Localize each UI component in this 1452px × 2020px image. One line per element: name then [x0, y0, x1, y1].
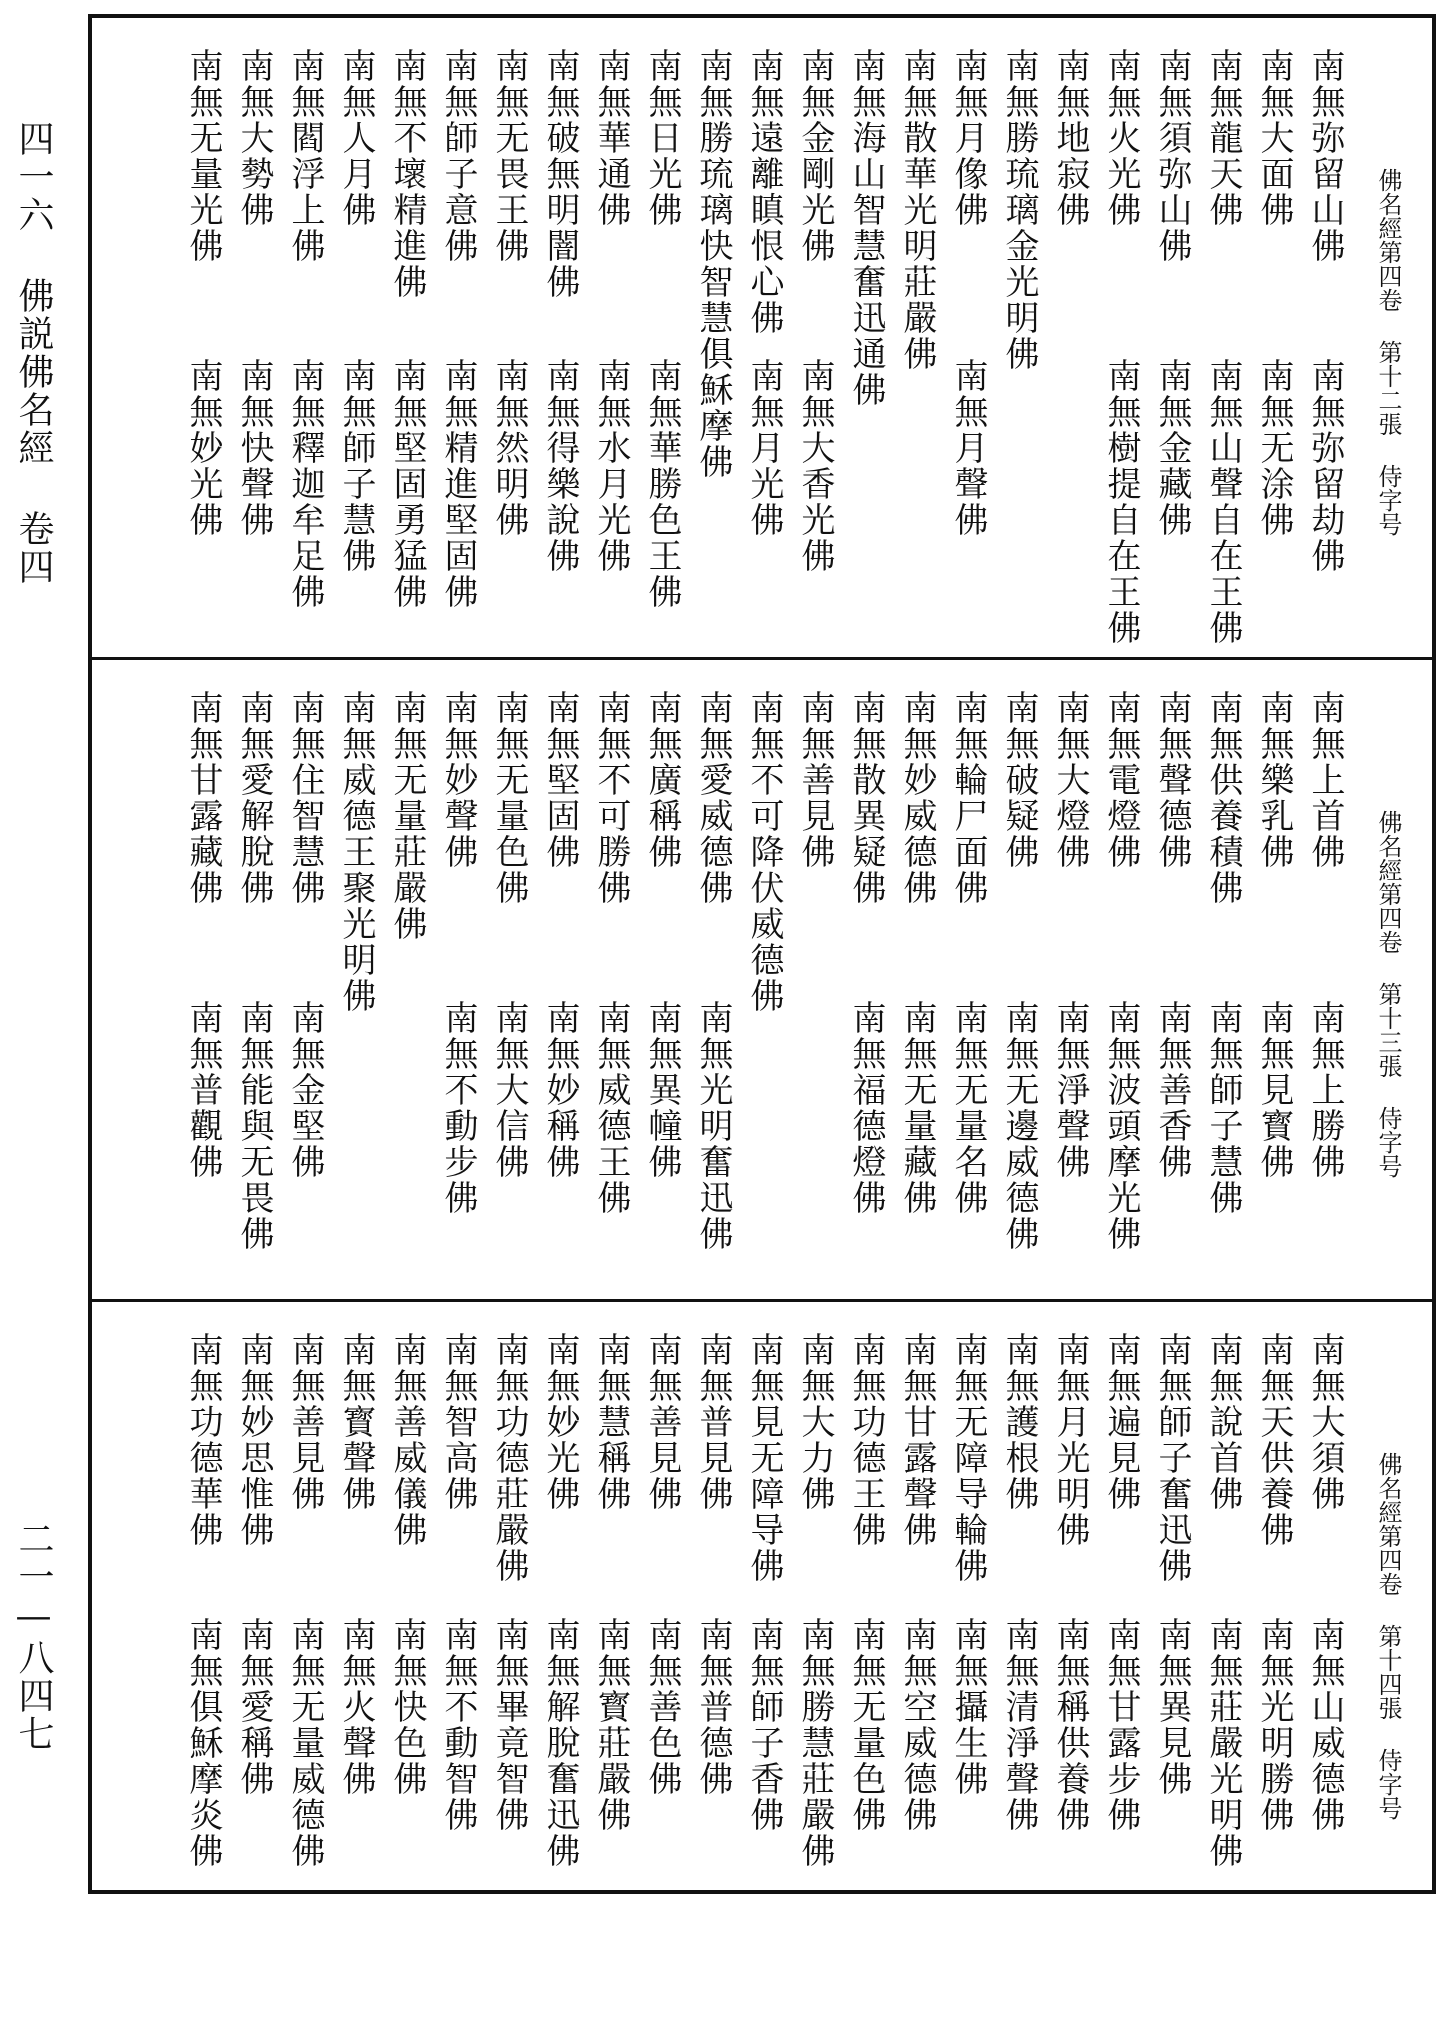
buddha-name-upper: 南無慧稱佛 [591, 1332, 631, 1512]
buddha-name-upper: 南無无障导輪佛 [948, 1332, 988, 1584]
text-column [687, 690, 738, 1260]
text-column [738, 690, 789, 1260]
page-left-number: 二一—八四七 [13, 1520, 54, 1753]
buddha-name-lower: 南無无邊威德佛 [999, 1000, 1039, 1252]
buddha-name-lower: 南無快色佛 [387, 1617, 427, 1797]
buddha-name-upper: 南無樂乳佛 [1254, 690, 1294, 870]
buddha-name-upper: 南無破疑佛 [999, 690, 1039, 870]
buddha-name-lower: 南無得樂說佛 [540, 358, 580, 574]
text-column [279, 690, 330, 1260]
text-column [585, 690, 636, 1260]
buddha-name-upper: 南無人月佛 [336, 48, 376, 228]
text-column [840, 1332, 891, 1872]
buddha-name-lower: 南無堅固勇猛佛 [387, 358, 427, 610]
buddha-name-upper: 南無弥留山佛 [1305, 48, 1345, 264]
buddha-name-upper: 南無師子奮迅佛 [1152, 1332, 1192, 1584]
text-column [891, 690, 942, 1260]
buddha-name-upper: 南無甘露藏佛 [183, 690, 223, 906]
text-column [177, 1332, 228, 1872]
buddha-name-lower: 南無大香光佛 [795, 358, 835, 574]
buddha-name-upper: 南無勝琉璃金光明佛 [999, 48, 1039, 372]
text-column [432, 48, 483, 618]
buddha-name-lower: 南無見寳佛 [1254, 1000, 1294, 1180]
buddha-name-lower: 南無水月光佛 [591, 358, 631, 574]
buddha-name-lower: 南無弥留劫佛 [1305, 358, 1345, 574]
buddha-name-upper: 南無堅固佛 [540, 690, 580, 870]
text-column [1197, 690, 1248, 1260]
buddha-name-upper: 南無閻浮上佛 [285, 48, 325, 264]
buddha-name-lower: 南無師子慧佛 [1203, 1000, 1243, 1216]
text-column [1248, 690, 1299, 1260]
buddha-name-upper: 南無功德莊嚴佛 [489, 1332, 529, 1584]
text-column [636, 1332, 687, 1872]
buddha-name-lower: 南無善色佛 [642, 1617, 682, 1797]
buddha-name-upper: 南無說首佛 [1203, 1332, 1243, 1512]
buddha-name-lower: 南無解脫奮迅佛 [540, 1617, 580, 1869]
buddha-name-upper: 南無見无障导佛 [744, 1332, 784, 1584]
buddha-name-upper: 南無善見佛 [285, 1332, 325, 1512]
buddha-name-upper: 南無无畏王佛 [489, 48, 529, 264]
buddha-name-upper: 南無大須佛 [1305, 1332, 1345, 1512]
column-group [177, 690, 1350, 1260]
buddha-name-lower: 南無異幢佛 [642, 1000, 682, 1180]
text-column [1095, 48, 1146, 646]
register-2 [92, 660, 1432, 1302]
register-header: 佛名經第四卷 第十二張 侍字号 [1374, 168, 1402, 536]
text-column [1299, 48, 1350, 618]
buddha-name-lower: 南無上勝佛 [1305, 1000, 1345, 1180]
buddha-name-upper: 南無大力佛 [795, 1332, 835, 1512]
text-column [432, 690, 483, 1260]
register-header: 佛名經第四卷 第十三張 侍字号 [1374, 810, 1402, 1178]
buddha-name-upper: 南無妙光佛 [540, 1332, 580, 1512]
buddha-name-lower: 南無甘露步佛 [1101, 1617, 1141, 1833]
buddha-name-upper: 南無火光佛 [1101, 48, 1141, 228]
buddha-name-lower: 南無普德佛 [693, 1617, 733, 1797]
buddha-name-lower: 南無師子香佛 [744, 1617, 784, 1833]
buddha-name-upper: 南無勝琉璃快智慧俱穌摩佛 [693, 48, 733, 480]
buddha-name-upper: 南無智高佛 [438, 1332, 478, 1512]
text-column [636, 690, 687, 1260]
text-column [840, 690, 891, 1260]
buddha-name-lower: 南無樹提自在王佛 [1101, 358, 1141, 646]
buddha-name-upper: 南無遠離瞋恨心佛 [744, 48, 784, 336]
buddha-name-lower: 南無无涂佛 [1254, 358, 1294, 538]
buddha-name-upper: 南無華通佛 [591, 48, 631, 228]
buddha-name-upper: 南無无量色佛 [489, 690, 529, 906]
text-column [789, 48, 840, 618]
buddha-name-upper: 南無善見佛 [642, 1332, 682, 1512]
text-column [1299, 690, 1350, 1260]
buddha-name-upper: 南無聲德佛 [1152, 690, 1192, 870]
buddha-name-lower: 南無異見佛 [1152, 1617, 1192, 1797]
buddha-name-lower: 南無清淨聲佛 [999, 1617, 1039, 1833]
text-column [1248, 1332, 1299, 1872]
buddha-name-upper: 南無愛威德佛 [693, 690, 733, 906]
text-column [381, 48, 432, 618]
buddha-name-upper: 南無海山智慧奮迅通佛 [846, 48, 886, 408]
buddha-name-lower: 南無妙光佛 [183, 358, 223, 538]
text-column [534, 690, 585, 1260]
buddha-name-lower: 南無稱供養佛 [1050, 1617, 1090, 1833]
text-column [993, 1332, 1044, 1872]
buddha-name-upper: 南無散華光明莊嚴佛 [897, 48, 937, 372]
buddha-name-upper: 南無月像佛 [948, 48, 988, 228]
text-column [585, 1332, 636, 1872]
buddha-name-lower: 南無能與无畏佛 [234, 1000, 274, 1252]
buddha-name-upper: 南無住智慧佛 [285, 690, 325, 906]
text-column [228, 48, 279, 618]
text-column [738, 48, 789, 618]
buddha-name-lower: 南無善香佛 [1152, 1000, 1192, 1180]
buddha-name-lower: 南無无量威德佛 [285, 1617, 325, 1869]
buddha-name-lower: 南無快聲佛 [234, 358, 274, 538]
buddha-name-upper: 南無甘露聲佛 [897, 1332, 937, 1548]
buddha-name-upper: 南無師子意佛 [438, 48, 478, 264]
buddha-name-lower: 南無月光佛 [744, 358, 784, 538]
buddha-name-upper: 南無地寂佛 [1050, 48, 1090, 228]
buddha-name-upper: 南無廣稱佛 [642, 690, 682, 870]
buddha-name-upper: 南無善威儀佛 [387, 1332, 427, 1548]
register-3 [92, 1302, 1432, 1892]
buddha-name-upper: 南無寳聲佛 [336, 1332, 376, 1512]
text-column [534, 48, 585, 618]
text-column [1197, 1332, 1248, 1872]
text-column [228, 690, 279, 1260]
text-column [177, 48, 228, 618]
buddha-name-lower: 南無波頭摩光佛 [1101, 1000, 1141, 1252]
text-column [1044, 690, 1095, 1260]
text-column [840, 48, 891, 618]
text-column [942, 690, 993, 1260]
buddha-name-lower: 南無莊嚴光明佛 [1203, 1617, 1243, 1869]
buddha-name-lower: 南無妙稱佛 [540, 1000, 580, 1180]
buddha-name-lower: 南無光明勝佛 [1254, 1617, 1294, 1833]
buddha-name-upper: 南無善見佛 [795, 690, 835, 870]
buddha-name-upper: 南無妙思惟佛 [234, 1332, 274, 1548]
text-column [483, 1332, 534, 1872]
buddha-name-upper: 南無護根佛 [999, 1332, 1039, 1512]
text-column [687, 1332, 738, 1872]
buddha-name-upper: 南無不壞精進佛 [387, 48, 427, 300]
buddha-name-lower: 南無大信佛 [489, 1000, 529, 1180]
text-column [1146, 690, 1197, 1260]
text-column [1095, 1332, 1146, 1872]
buddha-name-upper: 南無上首佛 [1305, 690, 1345, 870]
text-column [381, 1332, 432, 1872]
text-column [381, 690, 432, 1260]
text-column [483, 48, 534, 618]
text-column [789, 690, 840, 1260]
buddha-name-upper: 南無日光佛 [642, 48, 682, 228]
text-column [228, 1332, 279, 1872]
buddha-name-lower: 南無寳莊嚴佛 [591, 1617, 631, 1833]
page-frame [88, 14, 1436, 1894]
buddha-name-lower: 南無山聲自在王佛 [1203, 358, 1243, 646]
buddha-name-upper: 南無供養積佛 [1203, 690, 1243, 906]
buddha-name-lower: 南無普觀佛 [183, 1000, 223, 1180]
text-column [636, 48, 687, 618]
buddha-name-lower: 南無畢竟智佛 [489, 1617, 529, 1833]
text-column [738, 1332, 789, 1872]
text-column [330, 690, 381, 1260]
page-left-title: 四一六 佛説佛名經 卷四 [13, 120, 54, 586]
text-column [534, 1332, 585, 1872]
buddha-name-lower: 南無山威德佛 [1305, 1617, 1345, 1833]
buddha-name-upper: 南無威德王聚光明佛 [336, 690, 376, 1014]
text-column [1299, 1332, 1350, 1872]
buddha-name-upper: 南無妙聲佛 [438, 690, 478, 870]
buddha-name-lower: 南無金堅佛 [285, 1000, 325, 1180]
text-column [483, 690, 534, 1260]
buddha-name-lower: 南無俱穌摩炎佛 [183, 1617, 223, 1869]
register-1 [92, 18, 1432, 660]
buddha-name-lower: 南無无量色佛 [846, 1617, 886, 1833]
buddha-name-lower: 南無勝慧莊嚴佛 [795, 1617, 835, 1869]
buddha-name-upper: 南無功德華佛 [183, 1332, 223, 1548]
buddha-name-upper: 南無破無明闇佛 [540, 48, 580, 300]
text-column [1095, 690, 1146, 1260]
buddha-name-upper: 南無龍天佛 [1203, 48, 1243, 228]
text-column [279, 1332, 330, 1872]
buddha-name-upper: 南無无量光佛 [183, 48, 223, 264]
buddha-name-lower: 南無光明奮迅佛 [693, 1000, 733, 1252]
buddha-name-upper: 南無不可降伏威德佛 [744, 690, 784, 1014]
buddha-name-upper: 南無无量莊嚴佛 [387, 690, 427, 942]
column-group [177, 1332, 1350, 1872]
buddha-name-lower: 南無威德王佛 [591, 1000, 631, 1216]
text-column [1248, 48, 1299, 618]
buddha-name-lower: 南無然明佛 [489, 358, 529, 538]
buddha-name-lower: 南無不動智佛 [438, 1617, 478, 1833]
text-column [891, 1332, 942, 1872]
margin-left [2, 120, 54, 2020]
buddha-name-upper: 南無輪尸面佛 [948, 690, 988, 906]
text-column [942, 48, 993, 618]
buddha-name-upper: 南無愛解脫佛 [234, 690, 274, 906]
text-column [1146, 1332, 1197, 1872]
text-column [942, 1332, 993, 1872]
buddha-name-lower: 南無福德燈佛 [846, 1000, 886, 1216]
buddha-name-lower: 南無不動步佛 [438, 1000, 478, 1216]
buddha-name-upper: 南無大勢佛 [234, 48, 274, 228]
text-column [330, 48, 381, 618]
buddha-name-upper: 南無不可勝佛 [591, 690, 631, 906]
buddha-name-lower: 南無无量名佛 [948, 1000, 988, 1216]
text-column [1146, 48, 1197, 618]
buddha-name-lower: 南無淨聲佛 [1050, 1000, 1090, 1180]
buddha-name-upper: 南無大面佛 [1254, 48, 1294, 228]
buddha-name-lower: 南無華勝色王佛 [642, 358, 682, 610]
buddha-name-lower: 南無火聲佛 [336, 1617, 376, 1797]
text-column [687, 48, 738, 618]
text-column [993, 48, 1044, 618]
buddha-name-upper: 南無月光明佛 [1050, 1332, 1090, 1548]
buddha-name-lower: 南無无量藏佛 [897, 1000, 937, 1216]
buddha-name-lower: 南無空威德佛 [897, 1617, 937, 1833]
buddha-name-lower: 南無攝生佛 [948, 1617, 988, 1797]
text-column [993, 690, 1044, 1260]
column-group [177, 48, 1350, 646]
text-column [789, 1332, 840, 1872]
buddha-name-upper: 南無普見佛 [693, 1332, 733, 1512]
text-column [1044, 1332, 1095, 1872]
buddha-name-upper: 南無大燈佛 [1050, 690, 1090, 870]
text-column [330, 1332, 381, 1872]
buddha-name-upper: 南無妙威德佛 [897, 690, 937, 906]
text-column [279, 48, 330, 618]
buddha-name-upper: 南無金剛光佛 [795, 48, 835, 264]
buddha-name-upper: 南無散異疑佛 [846, 690, 886, 906]
buddha-name-upper: 南無功德王佛 [846, 1332, 886, 1548]
text-column [585, 48, 636, 618]
buddha-name-lower: 南無金藏佛 [1152, 358, 1192, 538]
buddha-name-lower: 南無釋迦牟足佛 [285, 358, 325, 610]
buddha-name-lower: 南無愛稱佛 [234, 1617, 274, 1797]
text-column [1044, 48, 1095, 618]
text-column [891, 48, 942, 618]
buddha-name-upper: 南無電燈佛 [1101, 690, 1141, 870]
text-column [432, 1332, 483, 1872]
buddha-name-lower: 南無月聲佛 [948, 358, 988, 538]
text-column [1197, 48, 1248, 646]
register-header: 佛名經第四卷 第十四張 侍字号 [1374, 1452, 1402, 1820]
buddha-name-upper: 南無遍見佛 [1101, 1332, 1141, 1512]
buddha-name-lower: 南無師子慧佛 [336, 358, 376, 574]
buddha-name-upper: 南無天供養佛 [1254, 1332, 1294, 1548]
buddha-name-upper: 南無須弥山佛 [1152, 48, 1192, 264]
buddha-name-lower: 南無精進堅固佛 [438, 358, 478, 610]
text-column [177, 690, 228, 1260]
